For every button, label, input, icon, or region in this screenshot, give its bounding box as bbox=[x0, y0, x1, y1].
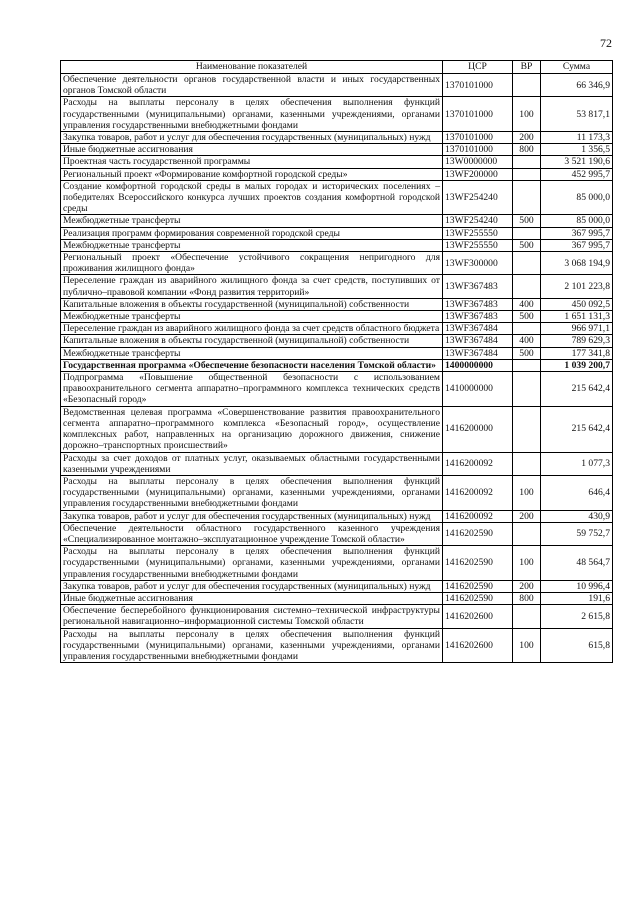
table-row bbox=[61, 605, 613, 628]
row-name-cell: Иные бюджетные ассигнования bbox=[61, 144, 443, 156]
table-row bbox=[61, 97, 613, 132]
row-csr-cell: 1370101000 bbox=[443, 144, 513, 156]
row-csr-cell: 1410000000 bbox=[443, 372, 513, 407]
column-header-name: Наименование показателей bbox=[61, 61, 443, 74]
row-sum-cell: 1 356,5 bbox=[541, 144, 613, 156]
row-vr-cell: 100 bbox=[513, 628, 541, 663]
row-csr-cell: 1416200000 bbox=[443, 406, 513, 452]
row-sum-cell: 66 346,9 bbox=[541, 74, 613, 97]
row-sum-cell: 966 971,1 bbox=[541, 323, 613, 335]
row-vr-cell bbox=[513, 406, 541, 452]
row-sum-cell: 48 564,7 bbox=[541, 546, 613, 581]
column-header-sum: Сумма bbox=[541, 61, 613, 74]
row-csr-cell: 13WF367484 bbox=[443, 347, 513, 359]
row-name-cell: Подпрограмма «Повышение общественной безопасности с использованием правоохранительного сегмента аппаратно–программного комплекса технических средств «Безопасный город» bbox=[61, 372, 443, 407]
row-csr-cell: 13WF367483 bbox=[443, 275, 513, 298]
row-sum-cell: 1 039 200,7 bbox=[541, 359, 613, 371]
row-vr-cell: 200 bbox=[513, 580, 541, 592]
row-vr-cell bbox=[513, 156, 541, 168]
table-row bbox=[61, 592, 613, 604]
row-csr-cell: 13WF200000 bbox=[443, 168, 513, 180]
row-name-cell: Расходы за счет доходов от платных услуг, оказываемых областными государственными казенными учреждениями bbox=[61, 452, 443, 475]
row-csr-cell: 1370101000 bbox=[443, 97, 513, 132]
row-sum-cell: 59 752,7 bbox=[541, 522, 613, 545]
row-sum-cell: 11 173,3 bbox=[541, 132, 613, 144]
row-vr-cell bbox=[513, 252, 541, 275]
row-csr-cell: 13WF254240 bbox=[443, 215, 513, 227]
row-vr-cell bbox=[513, 168, 541, 180]
row-csr-cell: 1416202590 bbox=[443, 580, 513, 592]
table-row bbox=[61, 475, 613, 510]
table-row bbox=[61, 546, 613, 581]
row-csr-cell: 13WF255550 bbox=[443, 239, 513, 251]
row-sum-cell: 1 077,3 bbox=[541, 452, 613, 475]
row-vr-cell bbox=[513, 605, 541, 628]
column-header-csr: ЦСР bbox=[443, 61, 513, 74]
row-name-cell: Закупка товаров, работ и услуг для обеспечения государственных (муниципальных) нужд bbox=[61, 510, 443, 522]
row-sum-cell: 430,9 bbox=[541, 510, 613, 522]
row-name-cell: Ведомственная целевая программа «Совершенствование развития правоохранительного сегмента аппаратно–программного комплекса «Безопасный город», осуществление комплексных работ, направленных на организацию дорожного движения, снижение дорожно–транспортных происшествий» bbox=[61, 406, 443, 452]
table-row bbox=[61, 156, 613, 168]
table-row bbox=[61, 215, 613, 227]
row-name-cell: Иные бюджетные ассигнования bbox=[61, 592, 443, 604]
row-csr-cell: 13WF255550 bbox=[443, 227, 513, 239]
row-name-cell: Переселение граждан из аварийного жилищного фонда за счет средств областного бюджета bbox=[61, 323, 443, 335]
row-name-cell: Создание комфортной городской среды в малых городах и исторических поселениях – победителях Всероссийского конкурса лучших проектов создания комфортной городской среды bbox=[61, 180, 443, 215]
row-vr-cell bbox=[513, 323, 541, 335]
row-name-cell: Обеспечение бесперебойного функционирования системно–технической инфраструктуры региональной навигационно–информационной системы Томской области bbox=[61, 605, 443, 628]
row-name-cell: Обеспечение деятельности областного государственного казенного учреждения «Специализированное монтажно–эксплуатационное учреждение Томской области» bbox=[61, 522, 443, 545]
row-csr-cell: 1400000000 bbox=[443, 359, 513, 371]
row-sum-cell: 3 068 194,9 bbox=[541, 252, 613, 275]
row-vr-cell: 200 bbox=[513, 510, 541, 522]
row-sum-cell: 789 629,3 bbox=[541, 335, 613, 347]
row-vr-cell: 100 bbox=[513, 97, 541, 132]
row-sum-cell: 646,4 bbox=[541, 475, 613, 510]
row-sum-cell: 215 642,4 bbox=[541, 372, 613, 407]
row-csr-cell: 1416202590 bbox=[443, 546, 513, 581]
row-name-cell: Капитальные вложения в объекты государственной (муниципальной) собственности bbox=[61, 298, 443, 310]
row-vr-cell: 400 bbox=[513, 298, 541, 310]
table-row bbox=[61, 580, 613, 592]
budget-table bbox=[60, 60, 613, 663]
row-csr-cell: 1416202600 bbox=[443, 628, 513, 663]
row-sum-cell: 367 995,7 bbox=[541, 239, 613, 251]
table-row bbox=[61, 522, 613, 545]
row-name-cell: Государственная программа «Обеспечение безопасности населения Томской области» bbox=[61, 359, 443, 371]
row-vr-cell bbox=[513, 372, 541, 407]
row-sum-cell: 3 521 190,6 bbox=[541, 156, 613, 168]
row-vr-cell: 800 bbox=[513, 592, 541, 604]
table-row bbox=[61, 227, 613, 239]
table-body bbox=[61, 74, 613, 663]
row-sum-cell: 191,6 bbox=[541, 592, 613, 604]
row-sum-cell: 2 101 223,8 bbox=[541, 275, 613, 298]
row-name-cell: Обеспечение деятельности органов государственной власти и иных государственных органов Томской области bbox=[61, 74, 443, 97]
row-name-cell: Расходы на выплаты персоналу в целях обеспечения выполнения функций государственными (муниципальными) органами, казенными учреждениями, органами управления государственными внебюджетными фондами bbox=[61, 475, 443, 510]
row-name-cell: Закупка товаров, работ и услуг для обеспечения государственных (муниципальных) нужд bbox=[61, 132, 443, 144]
row-csr-cell: 1370101000 bbox=[443, 74, 513, 97]
row-vr-cell bbox=[513, 452, 541, 475]
table-header-row bbox=[61, 61, 613, 74]
table-row bbox=[61, 359, 613, 371]
row-csr-cell: 1416200092 bbox=[443, 452, 513, 475]
table-row bbox=[61, 168, 613, 180]
row-vr-cell: 500 bbox=[513, 239, 541, 251]
row-vr-cell bbox=[513, 227, 541, 239]
page-number: 72 bbox=[600, 36, 612, 50]
table-row bbox=[61, 180, 613, 215]
row-name-cell: Межбюджетные трансферты bbox=[61, 239, 443, 251]
row-name-cell: Переселение граждан из аварийного жилищного фонда за счет средств, поступивших от публично–правовой компании «Фонд развития территорий» bbox=[61, 275, 443, 298]
row-sum-cell: 615,8 bbox=[541, 628, 613, 663]
table-row bbox=[61, 347, 613, 359]
row-vr-cell bbox=[513, 522, 541, 545]
row-sum-cell: 1 651 131,3 bbox=[541, 311, 613, 323]
row-sum-cell: 10 996,4 bbox=[541, 580, 613, 592]
row-csr-cell: 1416200092 bbox=[443, 475, 513, 510]
row-sum-cell: 85 000,0 bbox=[541, 180, 613, 215]
table-row bbox=[61, 406, 613, 452]
row-vr-cell bbox=[513, 180, 541, 215]
row-vr-cell: 500 bbox=[513, 347, 541, 359]
table-row bbox=[61, 239, 613, 251]
row-vr-cell: 500 bbox=[513, 311, 541, 323]
row-name-cell: Капитальные вложения в объекты государственной (муниципальной) собственности bbox=[61, 335, 443, 347]
row-csr-cell: 13WF367483 bbox=[443, 311, 513, 323]
row-csr-cell: 13WF367484 bbox=[443, 335, 513, 347]
table-row bbox=[61, 372, 613, 407]
row-sum-cell: 177 341,8 bbox=[541, 347, 613, 359]
row-name-cell: Межбюджетные трансферты bbox=[61, 215, 443, 227]
row-csr-cell: 13W0000000 bbox=[443, 156, 513, 168]
row-csr-cell: 13WF300000 bbox=[443, 252, 513, 275]
table-row bbox=[61, 311, 613, 323]
row-csr-cell: 1416202600 bbox=[443, 605, 513, 628]
row-csr-cell: 1416200092 bbox=[443, 510, 513, 522]
row-name-cell: Региональный проект «Формирование комфортной городской среды» bbox=[61, 168, 443, 180]
row-vr-cell: 400 bbox=[513, 335, 541, 347]
table-row bbox=[61, 74, 613, 97]
table-row bbox=[61, 628, 613, 663]
row-vr-cell bbox=[513, 74, 541, 97]
row-vr-cell: 100 bbox=[513, 475, 541, 510]
row-vr-cell bbox=[513, 275, 541, 298]
row-sum-cell: 215 642,4 bbox=[541, 406, 613, 452]
column-header-vr: ВР bbox=[513, 61, 541, 74]
table-row bbox=[61, 335, 613, 347]
row-sum-cell: 2 615,8 bbox=[541, 605, 613, 628]
row-csr-cell: 13WF367484 bbox=[443, 323, 513, 335]
table-row bbox=[61, 452, 613, 475]
row-name-cell: Межбюджетные трансферты bbox=[61, 311, 443, 323]
row-name-cell: Проектная часть государственной программы bbox=[61, 156, 443, 168]
table-row bbox=[61, 144, 613, 156]
row-csr-cell: 1416202590 bbox=[443, 592, 513, 604]
row-csr-cell: 1370101000 bbox=[443, 132, 513, 144]
table-row bbox=[61, 298, 613, 310]
row-name-cell: Расходы на выплаты персоналу в целях обеспечения выполнения функций государственными (муниципальными) органами, казенными учреждениями, органами управления государственными внебюджетными фондами bbox=[61, 97, 443, 132]
row-vr-cell: 100 bbox=[513, 546, 541, 581]
row-sum-cell: 85 000,0 bbox=[541, 215, 613, 227]
row-name-cell: Региональный проект «Обеспечение устойчивого сокращения непригодного для проживания жилищного фонда» bbox=[61, 252, 443, 275]
row-name-cell: Закупка товаров, работ и услуг для обеспечения государственных (муниципальных) нужд bbox=[61, 580, 443, 592]
row-name-cell: Расходы на выплаты персоналу в целях обеспечения выполнения функций государственными (муниципальными) органами, казенными учреждениями, органами управления государственными внебюджетными фондами bbox=[61, 546, 443, 581]
row-sum-cell: 452 995,7 bbox=[541, 168, 613, 180]
table-row bbox=[61, 275, 613, 298]
table-row bbox=[61, 132, 613, 144]
row-name-cell: Реализация программ формирования современной городской среды bbox=[61, 227, 443, 239]
row-csr-cell: 13WF254240 bbox=[443, 180, 513, 215]
row-vr-cell: 800 bbox=[513, 144, 541, 156]
row-vr-cell: 200 bbox=[513, 132, 541, 144]
row-sum-cell: 367 995,7 bbox=[541, 227, 613, 239]
row-vr-cell: 500 bbox=[513, 215, 541, 227]
row-sum-cell: 450 092,5 bbox=[541, 298, 613, 310]
row-csr-cell: 13WF367483 bbox=[443, 298, 513, 310]
table-row bbox=[61, 323, 613, 335]
row-csr-cell: 1416202590 bbox=[443, 522, 513, 545]
table-row bbox=[61, 510, 613, 522]
row-vr-cell bbox=[513, 359, 541, 371]
row-name-cell: Межбюджетные трансферты bbox=[61, 347, 443, 359]
row-name-cell: Расходы на выплаты персоналу в целях обеспечения выполнения функций государственными (муниципальными) органами, казенными учреждениями, органами управления государственными внебюджетными фондами bbox=[61, 628, 443, 663]
row-sum-cell: 53 817,1 bbox=[541, 97, 613, 132]
table-row bbox=[61, 252, 613, 275]
